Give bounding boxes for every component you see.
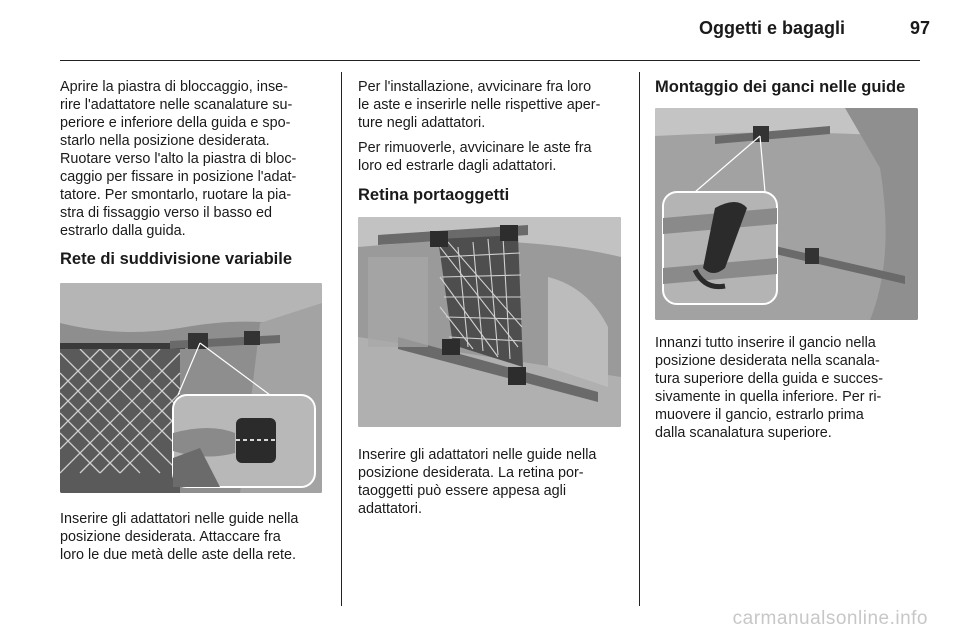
- header-rule: [60, 60, 920, 61]
- remove-paragraph: Per rimuoverle, avvicinare le aste fra loro ed estrarle dagli adattatori.: [358, 140, 592, 174]
- figure-storage-net: [358, 217, 621, 427]
- page-number: 97: [909, 18, 930, 38]
- install-paragraph: Per l'installazione, avvicinare fra loro le aste e inserirle nelle rispettive aper- ture negli adattatori.: [358, 79, 601, 131]
- caption-hook: Innanzi tutto inserire il gancio nella posizione desiderata nella scanala- tura superiore della guida e succes- sivamente in quella inferiore. Per ri- muovere il gancio, estrarlo prima dalla scanalatura superiore.: [655, 335, 883, 441]
- caption-cargo-net: Inserire gli adattatori nelle guide nella posizione desiderata. Attaccare fra loro le due metà delle aste della rete.: [60, 511, 299, 563]
- column-divider-left: [341, 72, 342, 606]
- middle-column: [358, 78, 626, 185]
- figure-hook-rail: [655, 108, 918, 320]
- heading-montaggio-ganci: Montaggio dei ganci nelle guide: [655, 78, 906, 96]
- caption-storage-net: Inserire gli adattatori nelle guide nella posizione desiderata. La retina por- taoggetti può essere appesa agli adattatori.: [358, 447, 597, 517]
- watermark: carmanualsonline.info: [732, 608, 928, 629]
- figure-cargo-net-rail: [60, 283, 322, 493]
- heading-rete-suddivisione: Rete di suddivisione variabile: [60, 250, 292, 268]
- heading-retina-portaoggetti: Retina portaoggetti: [358, 186, 510, 204]
- column-divider-right: [639, 72, 640, 606]
- left-column: [60, 78, 328, 250]
- section-title: Oggetti e bagagli: [698, 18, 845, 38]
- intro-paragraph: Aprire la piastra di bloccaggio, inse- rire l'adattatore nelle scanalature su- periore e inferiore della guida e spo- starlo nella posizione desiderata. Ruotare verso l'alto la piastra di bloc- caggio per fissare in posizione l'adat- tatore. Per smontarlo, ruotare la pia- stra di fissaggio verso il basso ed estrarlo dalla guida.: [60, 79, 297, 239]
